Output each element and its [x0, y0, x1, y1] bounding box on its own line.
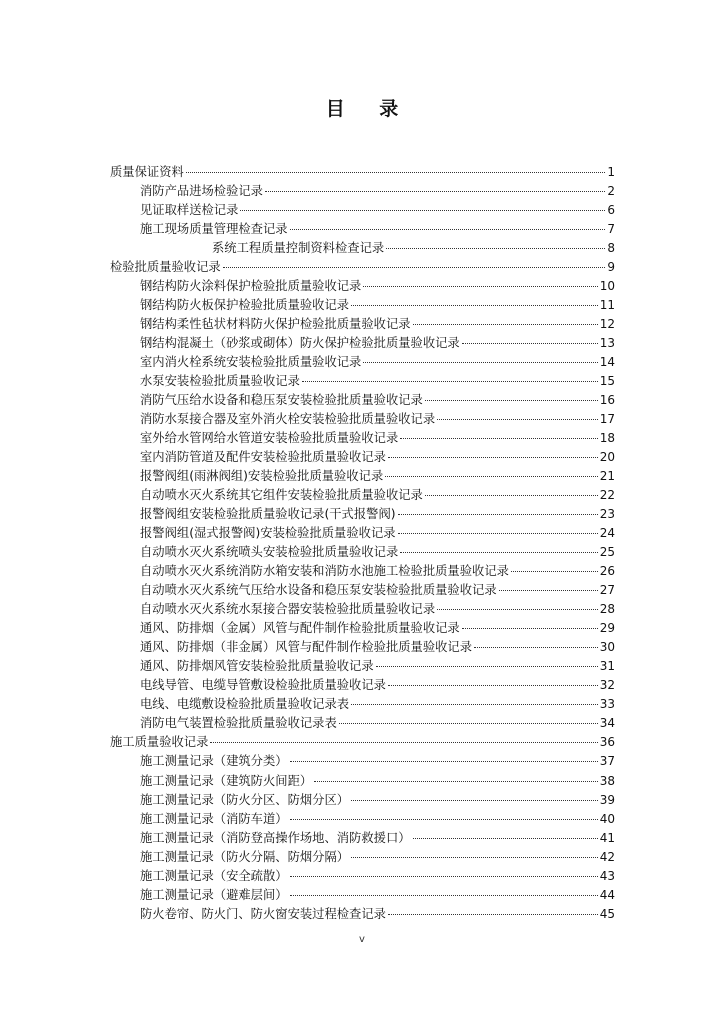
toc-entry[interactable]	[110, 277, 615, 296]
toc-entry[interactable]	[110, 867, 615, 886]
toc-entry-title: 钢结构柔性毡状材料防火保护检验批质量验收记录	[140, 317, 411, 332]
dot-leader	[437, 419, 598, 420]
toc-entry-page-number: 15	[599, 374, 615, 389]
toc-entry-page-number: 32	[599, 678, 615, 693]
toc-entry[interactable]	[110, 619, 615, 638]
dot-leader	[388, 914, 598, 915]
toc-entry-page-number: 13	[599, 336, 615, 351]
toc-entry-page-number: 24	[599, 526, 615, 541]
toc-entry-page-number: 31	[599, 659, 615, 674]
dot-leader	[290, 761, 598, 762]
table-of-contents	[110, 163, 615, 924]
toc-entry-page-number: 2	[607, 184, 615, 199]
toc-entry[interactable]	[110, 296, 615, 315]
dot-leader	[351, 305, 598, 306]
toc-entry[interactable]	[110, 524, 615, 543]
toc-entry-title: 自动喷水灭火系统其它组件安装检验批质量验收记录	[140, 488, 423, 503]
dot-leader	[339, 723, 598, 724]
toc-entry-title: 室外给水管网给水管道安装检验批质量验收记录	[140, 431, 399, 446]
dot-leader	[511, 571, 598, 572]
toc-entry[interactable]	[110, 315, 615, 334]
toc-entry[interactable]	[110, 657, 615, 676]
toc-entry[interactable]	[110, 258, 615, 277]
dot-leader	[388, 685, 598, 686]
dot-leader	[437, 609, 598, 610]
dot-leader	[400, 552, 597, 553]
toc-entry-title: 施工测量记录（建筑防火间距）	[140, 773, 313, 788]
toc-entry[interactable]	[110, 772, 615, 791]
toc-entry[interactable]	[110, 600, 615, 619]
toc-entry-page-number: 18	[599, 431, 615, 446]
toc-entry-title: 钢结构防火涂料保护检验批质量验收记录	[140, 279, 362, 294]
toc-entry-page-number: 1	[607, 165, 615, 179]
toc-entry-title: 施工测量记录（消防登高操作场地、消防救援口）	[140, 830, 411, 845]
dot-leader	[363, 286, 597, 287]
toc-entry-page-number: 10	[599, 279, 615, 294]
toc-entry-title: 见证取样送检记录	[140, 203, 239, 218]
toc-entry[interactable]	[110, 905, 615, 924]
toc-entry-title: 施工测量记录（消防车道）	[140, 811, 288, 826]
toc-entry-title: 室内消防管道及配件安装检验批质量验收记录	[140, 450, 386, 465]
dot-leader	[376, 666, 598, 667]
dot-leader	[386, 248, 605, 249]
toc-entry-page-number: 30	[599, 640, 615, 655]
toc-entry[interactable]	[110, 581, 615, 600]
toc-entry-page-number: 12	[599, 317, 615, 332]
dot-leader	[499, 590, 598, 591]
dot-leader	[186, 172, 606, 173]
toc-entry[interactable]	[110, 410, 615, 429]
toc-entry[interactable]	[110, 201, 615, 220]
toc-entry[interactable]	[110, 562, 615, 581]
toc-entry-title: 自动喷水灭火系统消防水箱安装和消防水池施工检验批质量验收记录	[140, 564, 509, 579]
toc-entry-title: 消防气压给水设备和稳压泵安装检验批质量验收记录	[140, 393, 423, 408]
toc-entry[interactable]	[110, 810, 615, 829]
dot-leader	[398, 514, 598, 515]
page-number-footer: v	[359, 934, 365, 945]
toc-entry-title: 施工测量记录（安全疏散）	[140, 868, 288, 883]
dot-leader	[240, 210, 605, 211]
dot-leader	[290, 895, 598, 896]
toc-entry-title: 消防水泵接合器及室外消火栓安装检验批质量验收记录	[140, 412, 436, 427]
toc-entry-title: 报警阀组(湿式报警阀)安装检验批质量验收记录	[140, 526, 396, 541]
toc-entry[interactable]	[110, 486, 615, 505]
toc-entry[interactable]	[110, 239, 615, 258]
toc-entry-title: 自动喷水灭火系统喷头安装检验批质量验收记录	[140, 545, 399, 560]
toc-entry[interactable]	[110, 848, 615, 867]
toc-entry-page-number: 39	[599, 792, 615, 807]
dot-leader	[290, 819, 598, 820]
toc-entry[interactable]	[110, 353, 615, 372]
toc-entry[interactable]	[110, 886, 615, 905]
toc-entry-title: 施工测量记录（防火分隔、防烟分隔）	[140, 849, 350, 864]
toc-entry-page-number: 17	[599, 412, 615, 427]
toc-entry[interactable]	[110, 372, 615, 391]
toc-entry-title: 报警阀组安装检验批质量验收记录(干式报警阀)	[140, 507, 396, 522]
toc-entry[interactable]	[110, 391, 615, 410]
toc-entry-page-number: 27	[599, 583, 615, 598]
toc-entry-title: 施工现场质量管理检查记录	[140, 222, 288, 237]
dot-leader	[351, 800, 598, 801]
toc-entry-title: 消防电气装置检验批质量验收记录表	[140, 716, 337, 731]
toc-entry-page-number: 22	[599, 488, 615, 503]
toc-entry-page-number: 25	[599, 545, 615, 560]
dot-leader	[462, 628, 598, 629]
toc-entry-page-number: 7	[607, 222, 615, 237]
dot-leader	[302, 381, 598, 382]
toc-entry-page-number: 23	[599, 507, 615, 522]
toc-entry[interactable]	[110, 791, 615, 810]
toc-entry[interactable]	[110, 334, 615, 353]
dot-leader	[425, 400, 598, 401]
toc-entry-page-number: 9	[607, 260, 615, 275]
dot-leader	[474, 647, 598, 648]
toc-entry[interactable]	[110, 543, 615, 562]
toc-entry[interactable]	[110, 467, 615, 486]
toc-entry-title: 钢结构防火板保护检验批质量验收记录	[140, 298, 350, 313]
toc-entry-page-number: 29	[599, 621, 615, 636]
toc-entry[interactable]	[110, 429, 615, 448]
toc-entry-title: 报警阀组(雨淋阀组)安装检验批质量验收记录	[140, 469, 384, 484]
toc-entry-page-number: 11	[599, 298, 615, 313]
toc-entry-title: 施工测量记录（避难层间）	[140, 887, 288, 902]
toc-entry-page-number: 21	[599, 469, 615, 484]
toc-entry-page-number: 14	[599, 355, 615, 370]
page-title: 目 录	[325, 98, 413, 120]
toc-entry-page-number: 43	[599, 868, 615, 883]
toc-entry-page-number: 26	[599, 564, 615, 579]
dot-leader	[363, 362, 597, 363]
toc-entry-page-number: 45	[599, 906, 615, 921]
toc-entry-page-number: 42	[599, 849, 615, 864]
dot-leader	[290, 229, 606, 230]
dot-leader	[314, 781, 598, 782]
toc-entry[interactable]	[110, 752, 615, 771]
toc-entry[interactable]	[110, 182, 615, 201]
toc-entry-page-number: 44	[599, 887, 615, 902]
toc-entry-page-number: 37	[599, 754, 615, 769]
toc-entry[interactable]	[110, 448, 615, 467]
dot-leader	[413, 838, 598, 839]
dot-leader	[351, 704, 598, 705]
dot-leader	[223, 267, 606, 268]
dot-leader	[425, 495, 598, 496]
toc-entry-page-number: 41	[599, 830, 615, 845]
toc-entry-page-number: 20	[599, 450, 615, 465]
dot-leader	[210, 742, 597, 743]
toc-entry-title: 自动喷水灭火系统气压给水设备和稳压泵安装检验批质量验收记录	[140, 583, 497, 598]
toc-entry-title: 水泵安装检验批质量验收记录	[140, 374, 300, 389]
toc-entry-title: 施工测量记录（防火分区、防烟分区）	[140, 792, 350, 807]
dot-leader	[388, 457, 598, 458]
dot-leader	[398, 533, 598, 534]
toc-entry[interactable]	[110, 505, 615, 524]
toc-entry[interactable]	[110, 714, 615, 733]
toc-entry[interactable]	[110, 638, 615, 657]
toc-entry-page-number: 36	[599, 735, 615, 750]
dot-leader	[413, 324, 598, 325]
toc-entry[interactable]	[110, 695, 615, 714]
toc-entry[interactable]	[110, 733, 615, 752]
toc-entry[interactable]	[110, 163, 615, 182]
toc-entry-title: 质量保证资料	[110, 165, 184, 179]
toc-entry-page-number: 8	[607, 241, 615, 256]
toc-entry-page-number: 38	[599, 773, 615, 788]
toc-entry-page-number: 28	[599, 602, 615, 617]
toc-entry-title: 施工测量记录（建筑分类）	[140, 754, 288, 769]
toc-entry-title: 电线导管、电缆导管敷设检验批质量验收记录	[140, 678, 386, 693]
toc-entry-title: 防火卷帘、防火门、防火窗安装过程检查记录	[140, 906, 386, 921]
dot-leader	[462, 343, 598, 344]
toc-entry-page-number: 34	[599, 716, 615, 731]
toc-entry-title: 室内消火栓系统安装检验批质量验收记录	[140, 355, 362, 370]
toc-entry-title: 施工质量验收记录	[110, 735, 209, 750]
dot-leader	[351, 857, 598, 858]
dot-leader	[290, 876, 598, 877]
dot-leader	[265, 191, 605, 192]
toc-entry[interactable]	[110, 829, 615, 848]
toc-entry-title: 通风、防排烟风管安装检验批质量验收记录	[140, 659, 374, 674]
toc-entry-title: 系统工程质量控制资料检查记录	[212, 241, 385, 256]
toc-entry-title: 电线、电缆敷设检验批质量验收记录表	[140, 697, 350, 712]
toc-entry-page-number: 33	[599, 697, 615, 712]
toc-entry-title: 自动喷水灭火系统水泵接合器安装检验批质量验收记录	[140, 602, 436, 617]
toc-entry-page-number: 16	[599, 393, 615, 408]
toc-entry-page-number: 40	[599, 811, 615, 826]
dot-leader	[400, 438, 597, 439]
toc-entry[interactable]	[110, 676, 615, 695]
toc-entry-title: 通风、防排烟（金属）风管与配件制作检验批质量验收记录	[140, 621, 460, 636]
toc-entry[interactable]	[110, 220, 615, 239]
toc-entry-title: 钢结构混凝土（砂浆或砌体）防火保护检验批质量验收记录	[140, 336, 460, 351]
dot-leader	[385, 476, 597, 477]
toc-entry-title: 检验批质量验收记录	[110, 260, 221, 275]
toc-entry-title: 消防产品进场检验记录	[140, 184, 263, 199]
toc-entry-title: 通风、防排烟（非金属）风管与配件制作检验批质量验收记录	[140, 640, 473, 655]
toc-entry-page-number: 6	[607, 203, 615, 218]
